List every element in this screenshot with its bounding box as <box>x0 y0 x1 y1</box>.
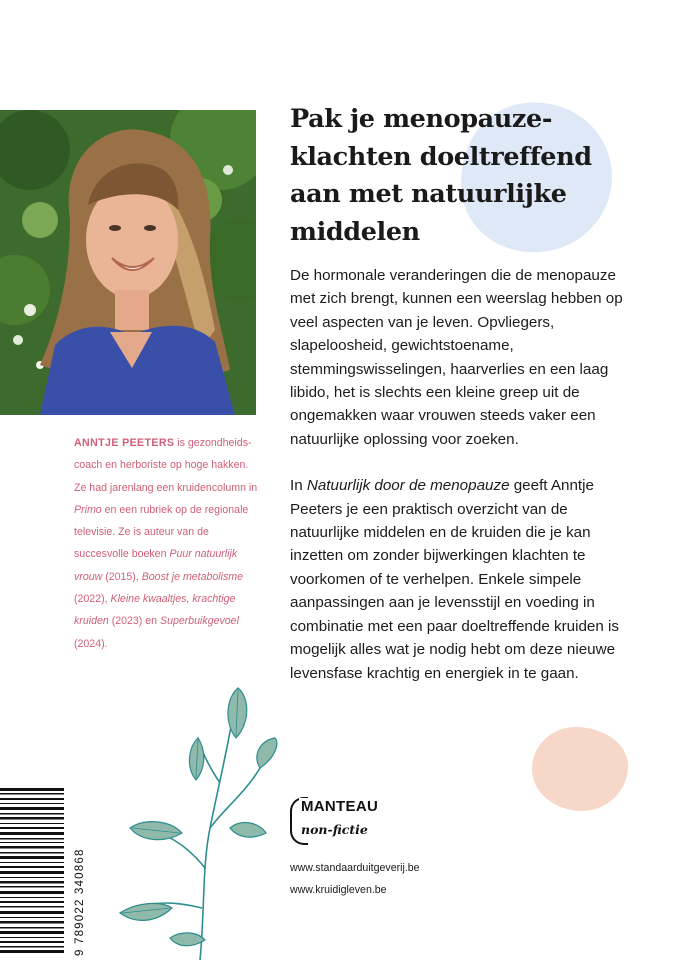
book-title-3: Kleine kwaaltjes, krachtige kruiden <box>74 593 236 628</box>
back-cover-headline: Pak je menopauze-klachten doeltreffend aan met natuurlijke middelen <box>290 104 592 247</box>
blurb-paragraph-2 <box>290 474 640 685</box>
book-year-2: (2022), <box>74 593 111 606</box>
barcode <box>0 784 64 960</box>
isbn-number: 9 789022 340868 <box>74 848 86 956</box>
bio-text-1: is gezondheidscoach en herboriste op hoge hakken. Ze had jarenlang een kruidencolumn in <box>74 437 258 494</box>
logo-subtitle: non-fictie <box>301 822 368 837</box>
bio-text-2: en een rubriek op de regionale televisie. Ze is auteur van de succesvolle boeken <box>74 503 249 561</box>
publisher-url[interactable]: www.standaarduitgeverij.be <box>290 862 420 874</box>
book-title-4: Superbuikgevoel <box>160 615 239 628</box>
publisher-logo <box>290 795 400 855</box>
book-year-3: (2023) en <box>108 615 160 628</box>
blurb <box>290 264 640 708</box>
author-photo <box>0 110 256 415</box>
author-bio <box>74 432 260 655</box>
decorative-peach-blob <box>532 727 628 811</box>
plant-illustration <box>110 668 290 960</box>
website-url[interactable]: www.kruidigleven.be <box>290 884 387 896</box>
author-name: ANNTJE PEETERS <box>74 437 175 449</box>
bio-primo: Primo <box>74 503 102 516</box>
logo-wordmark: MANTEAU <box>301 798 379 815</box>
book-year-4: (2024). <box>74 637 108 650</box>
blurb-paragraph-1: De hormonale veranderingen die de menopauze met zich brengt, kunnen een weerslag hebben op veel aspecten van je leven. Opvliegers, slapeloosheid, gewichtstoename, stemmingswisselingen, haarverlies en een laag libido, het is slechts een kleine greep uit de ongemakken waar vrouwen steeds vaker een natuurlijke oplossing voor zoeken. <box>290 267 623 448</box>
book-title-1: Puur natuurlijk vrouw <box>74 548 238 583</box>
book-title: Natuurlijk door de menopauze <box>306 477 510 495</box>
p2-prefix: In <box>290 477 307 495</box>
book-year-1: (2015), <box>102 570 142 583</box>
book-title-2: Boost je metabolisme <box>141 570 243 583</box>
p2-rest: geeft Anntje Peeters je een praktisch overzicht van de natuurlijke middelen en de kruiden die je kan inzetten om zonder bijwerkingen klachten te voorkomen of te verhelpen. Enkele simpele aanpassingen aan je levensstijl en voeding in combinatie met een paar doeltreffende kruiden is mogelijk alles wat je nodig hebt om deze nieuwe levensfase krachtig en energiek in te gaan. <box>290 477 619 682</box>
